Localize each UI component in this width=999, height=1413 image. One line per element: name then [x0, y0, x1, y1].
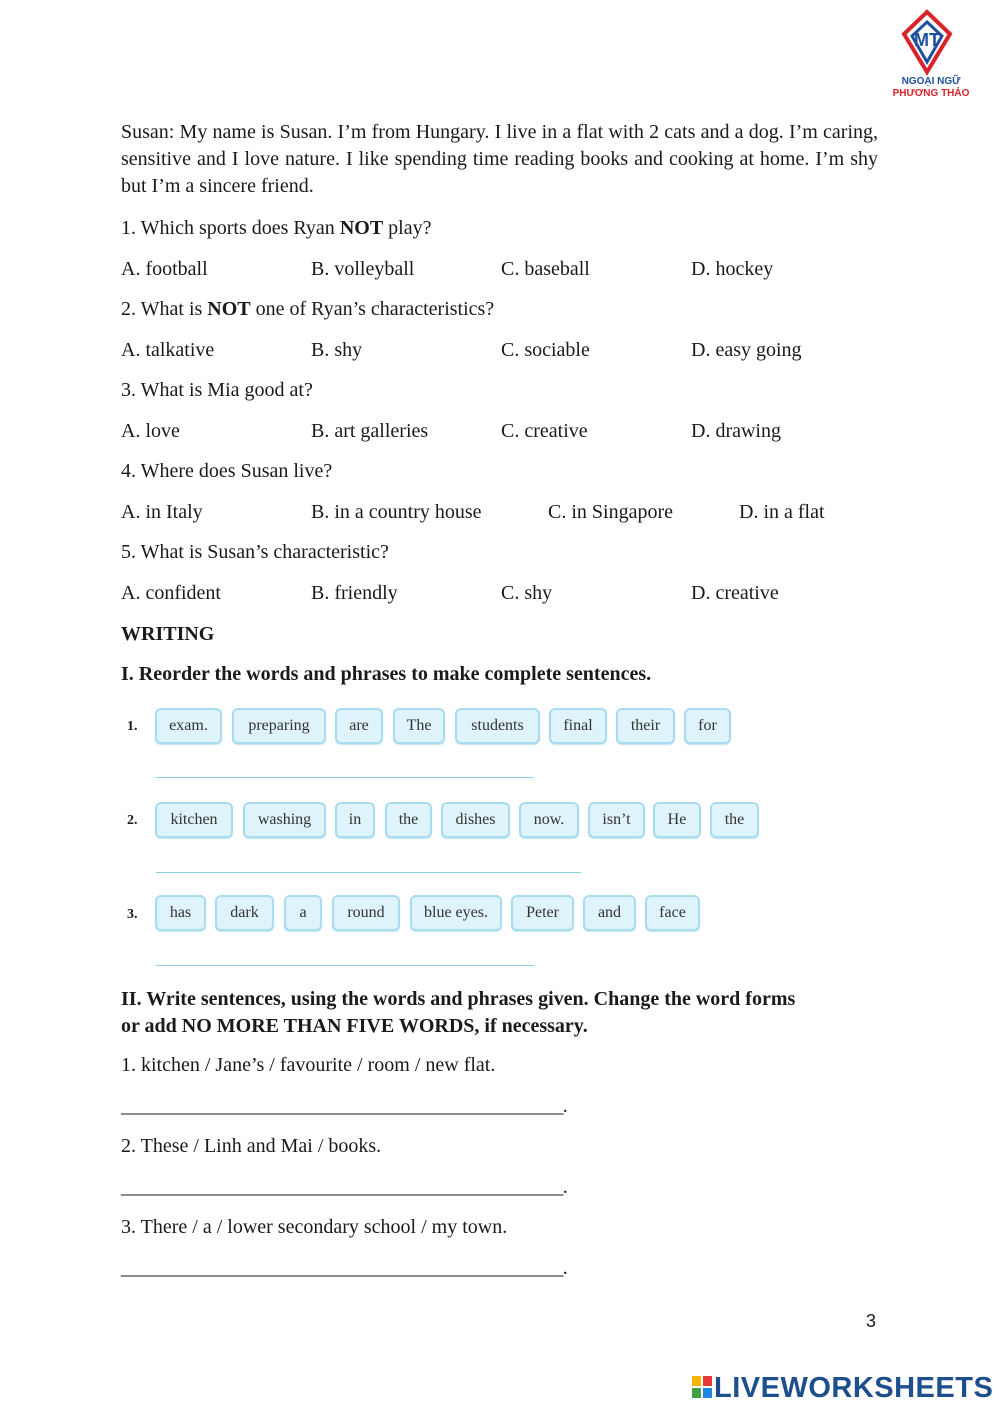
word-chip[interactable]: now.	[519, 802, 579, 838]
word-chip[interactable]: students	[455, 708, 540, 744]
word-chip[interactable]: in	[335, 802, 375, 838]
answer-drop-line-1[interactable]	[156, 777, 534, 778]
section-2-title-line-1: II. Write sentences, using the words and phrases given. Change the word forms	[121, 988, 796, 1010]
word-chip[interactable]: washing	[243, 802, 326, 838]
answer-input-1[interactable]: _______________________________________________.	[121, 1095, 568, 1117]
question-4: 4. Where does Susan live?	[121, 460, 333, 482]
liveworksheets-logo[interactable]	[692, 1371, 993, 1405]
option-2a: A. talkative	[121, 339, 215, 361]
word-chip[interactable]: the	[710, 802, 759, 838]
prompt-3: 3. There / a / lower secondary school / my town.	[121, 1216, 508, 1238]
option-2c: C. sociable	[501, 339, 590, 361]
reorder-number-1: 1.	[127, 719, 138, 734]
page-number: 3	[866, 1311, 877, 1331]
answer-input-2[interactable]: _______________________________________________.	[121, 1176, 568, 1198]
word-chip[interactable]: are	[335, 708, 383, 744]
word-chip[interactable]: has	[155, 895, 206, 931]
word-chip[interactable]: face	[645, 895, 700, 931]
word-chip[interactable]: final	[549, 708, 607, 744]
liveworksheets-logo-icon	[692, 1376, 712, 1398]
word-chip[interactable]: preparing	[232, 708, 326, 744]
word-chip[interactable]: kitchen	[155, 802, 233, 838]
answer-input-3[interactable]: _______________________________________________.	[121, 1257, 568, 1279]
word-chip[interactable]: their	[616, 708, 675, 744]
question-1: 1. Which sports does Ryan NOT play?	[121, 217, 432, 239]
word-chip[interactable]: dark	[215, 895, 274, 931]
word-chip[interactable]: dishes	[441, 802, 510, 838]
option-4d: D. in a flat	[739, 501, 825, 523]
intro-paragraph: Susan: My name is Susan. I’m from Hungary. I live in a flat with 2 cats and a dog. I’m caring, sensitive and I love nature. I like spending time reading books and cooking at home. I’m shy but I’m a sincere friend.	[121, 121, 878, 197]
question-3: 3. What is Mia good at?	[121, 379, 313, 401]
word-chip[interactable]: round	[332, 895, 400, 931]
option-2b: B. shy	[311, 339, 363, 361]
word-chip[interactable]: a	[284, 895, 322, 931]
brand-line-2: PHƯƠNG THẢO	[892, 88, 970, 99]
word-chip[interactable]: for	[684, 708, 731, 744]
reorder-number-3: 3.	[127, 907, 138, 922]
word-chip[interactable]: isn’t	[588, 802, 645, 838]
word-chip[interactable]: the	[385, 802, 432, 838]
option-3a: A. love	[121, 420, 180, 442]
word-chip[interactable]: Peter	[511, 895, 574, 931]
option-4b: B. in a country house	[311, 501, 482, 523]
writing-heading: WRITING	[121, 623, 215, 645]
answer-drop-line-2[interactable]	[156, 872, 581, 873]
word-chip[interactable]: He	[653, 802, 701, 838]
section-2-title-line-2: or add NO MORE THAN FIVE WORDS, if necessary.	[121, 1015, 588, 1037]
word-chip[interactable]: exam.	[155, 708, 222, 744]
option-1c: C. baseball	[501, 258, 590, 280]
option-1b: B. volleyball	[311, 258, 415, 280]
option-1a: A. football	[121, 258, 208, 280]
option-5b: B. friendly	[311, 582, 398, 604]
option-3b: B. art galleries	[311, 420, 429, 442]
liveworksheets-logo-text: LIVEWORKSHEETS	[714, 1372, 994, 1404]
option-5c: C. shy	[501, 582, 553, 604]
option-5a: A. confident	[121, 582, 221, 604]
prompt-1: 1. kitchen / Jane’s / favourite / room / new flat.	[121, 1054, 496, 1076]
section-1-title: I. Reorder the words and phrases to make complete sentences.	[121, 663, 652, 685]
option-2d: D. easy going	[691, 339, 802, 361]
question-2: 2. What is NOT one of Ryan’s characteristics?	[121, 298, 495, 320]
word-chip[interactable]: blue eyes.	[410, 895, 502, 931]
option-4c: C. in Singapore	[548, 501, 673, 523]
brand-line-1: NGOẠI NGỮ	[901, 76, 961, 87]
brand-logo-icon	[898, 8, 956, 76]
option-3c: C. creative	[501, 420, 588, 442]
word-chip[interactable]: and	[583, 895, 636, 931]
brand-logo-letters: MT	[914, 30, 940, 50]
option-4a: A. in Italy	[121, 501, 203, 523]
prompt-2: 2. These / Linh and Mai / books.	[121, 1135, 382, 1157]
question-5: 5. What is Susan’s characteristic?	[121, 541, 389, 563]
option-1d: D. hockey	[691, 258, 774, 280]
brand-name	[876, 76, 986, 100]
word-chip[interactable]: The	[393, 708, 445, 744]
reorder-number-2: 2.	[127, 813, 138, 828]
option-5d: D. creative	[691, 582, 779, 604]
answer-drop-line-3[interactable]	[156, 965, 534, 966]
option-3d: D. drawing	[691, 420, 781, 442]
